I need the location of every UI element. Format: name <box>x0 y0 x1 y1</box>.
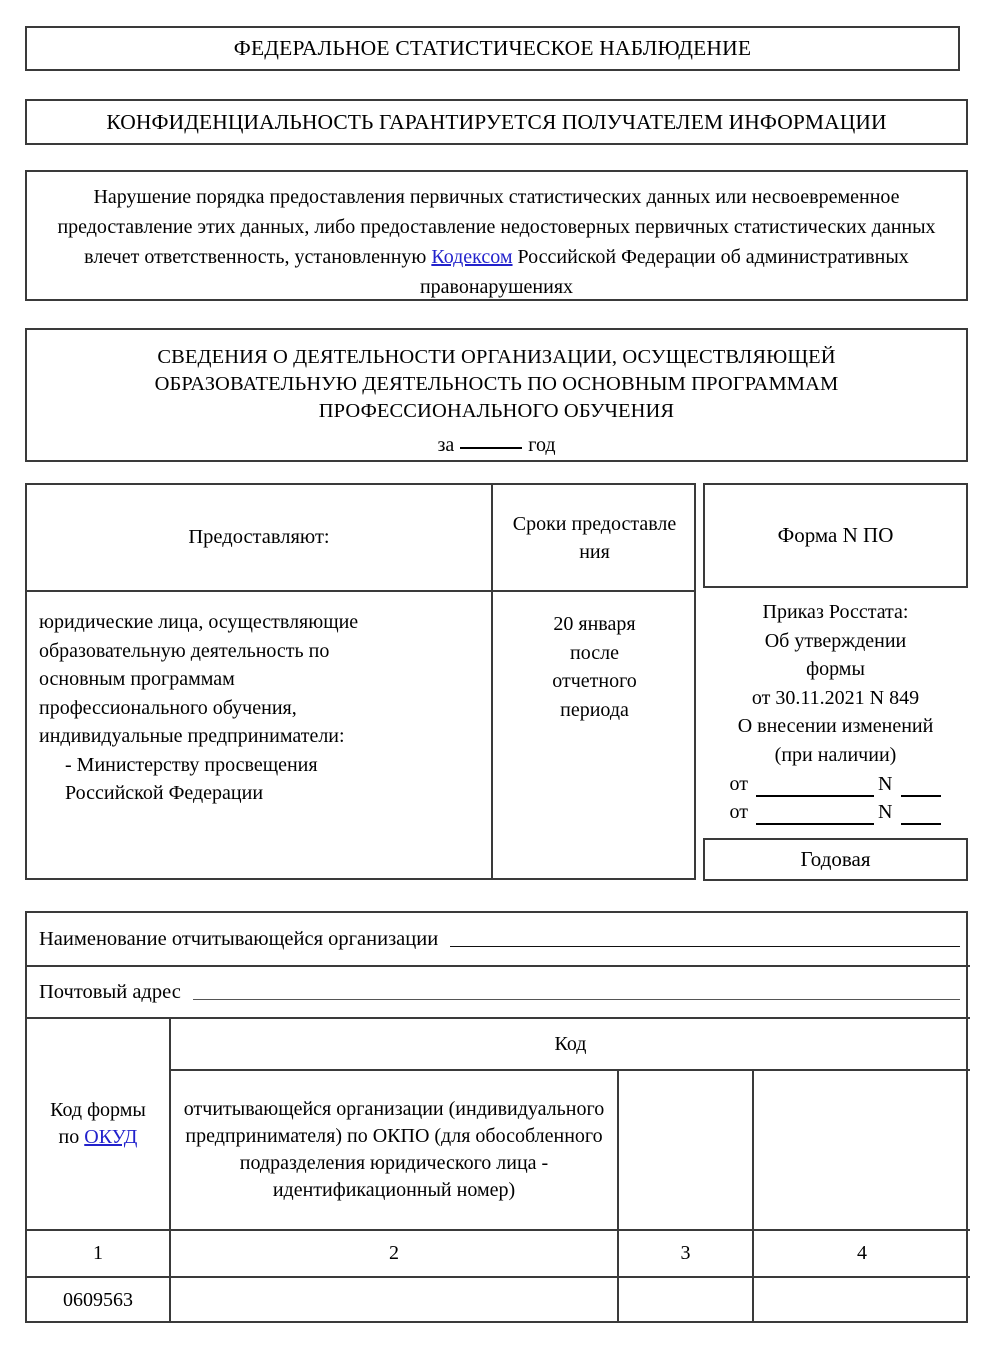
legal-notice-text-part1: Нарушение порядка предоставления первичных статистических данных или несвоевременное предоставление этих данных, либо предоставление недостоверных первичных статистических данных влечет ответственность, установленную <box>57 186 936 268</box>
kodeks-link[interactable]: Кодексом <box>431 246 513 268</box>
confidentiality-banner <box>25 99 968 145</box>
code-column-4-input[interactable] <box>752 1276 970 1323</box>
deadline-header-label: Сроки предоставле ния <box>512 512 677 563</box>
amendment-row-1 <box>703 771 968 797</box>
federal-observation-banner <box>25 26 960 71</box>
organization-name-input[interactable] <box>450 932 960 947</box>
federal-observation-text: ФЕДЕРАЛЬНОЕ СТАТИСТИЧЕСКОЕ НАБЛЮДЕНИЕ <box>233 36 752 60</box>
providers-header-label: Предоставляют: <box>188 526 330 548</box>
deadline-line-4: периода <box>560 698 629 721</box>
okud-label-line-1: Код формы <box>50 1099 146 1121</box>
year-suffix-label: год <box>528 434 556 456</box>
confidentiality-text: КОНФИДЕНЦИАЛЬНОСТЬ ГАРАНТИРУЕТСЯ ПОЛУЧАТЕЛЕМ ИНФОРМАЦИИ <box>106 109 887 134</box>
providers-line-3: основным программам <box>39 668 235 690</box>
organization-name-label: Наименование отчитывающейся организации <box>39 927 439 950</box>
column-number-4: 4 <box>752 1229 970 1276</box>
amendment-number-input-1[interactable] <box>901 775 941 797</box>
providers-line-5: индивидуальные предприниматели: <box>39 725 345 747</box>
okpo-code-input[interactable] <box>169 1276 617 1323</box>
postal-address-row <box>27 965 970 1017</box>
respondent-identification-block <box>25 911 968 1323</box>
order-line-3: формы <box>806 658 865 680</box>
providers-body-cell <box>27 590 491 880</box>
providers-header-cell <box>27 485 491 590</box>
amendment-date-input-2[interactable] <box>756 803 874 825</box>
form-number-label: Форма N ПО <box>777 523 894 547</box>
code-column-4-header-blank <box>752 1069 970 1229</box>
amendment-number-label-1: N <box>878 773 893 795</box>
year-input-blank[interactable] <box>460 433 522 449</box>
legal-notice-text-part2: Российской Федерации об административных правонарушениях <box>419 246 909 298</box>
order-line-6: (при наличии) <box>774 743 897 766</box>
deadline-line-1: 20 января <box>553 613 636 635</box>
form-title-line-3: ПРОФЕССИОНАЛЬНОГО ОБУЧЕНИЯ <box>318 400 675 422</box>
okud-label-prefix: по <box>58 1126 85 1148</box>
order-line-4: от 30.11.2021 N 849 <box>751 686 920 709</box>
amendment-from-label-2: от <box>729 801 749 823</box>
code-column-header <box>169 1017 970 1069</box>
postal-address-label: Почтовый адрес <box>39 980 181 1003</box>
code-column-header-label: Код <box>554 1032 587 1055</box>
code-table <box>27 1017 970 1323</box>
amendment-number-input-2[interactable] <box>901 803 941 825</box>
deadline-body-cell <box>491 590 696 880</box>
form-number-box <box>703 483 968 588</box>
form-title-line-1: СВЕДЕНИЯ О ДЕЯТЕЛЬНОСТИ ОРГАНИЗАЦИИ, ОСУЩЕСТВЛЯЮЩЕЙ <box>157 346 836 368</box>
form-title-box <box>25 328 968 462</box>
order-line-2: Об утверждении <box>764 629 907 652</box>
deadline-header-cell <box>491 485 696 590</box>
code-column-3-input[interactable] <box>617 1276 752 1323</box>
reporting-year-line <box>45 433 948 457</box>
amendment-number-label-2: N <box>878 801 893 823</box>
providers-recipient-line-1: - Министерству просвещения <box>65 753 318 776</box>
providers-line-1: юридические лица, осуществляющие <box>39 611 359 633</box>
year-prefix-label: за <box>437 434 455 456</box>
form-title-line-2: ОБРАЗОВАТЕЛЬНУЮ ДЕЯТЕЛЬНОСТЬ ПО ОСНОВНЫМ ПРОГРАММАМ <box>154 373 839 395</box>
providers-line-4: профессионального обучения, <box>39 696 297 719</box>
providers-line-2: образовательную деятельность по <box>39 639 330 662</box>
order-line-5: О внесении изменений <box>737 715 934 737</box>
periodicity-box <box>703 838 968 881</box>
rosstat-order-block <box>703 598 968 825</box>
organization-name-row <box>27 913 970 965</box>
column-number-2: 2 <box>169 1229 617 1276</box>
code-column-3-header-blank <box>617 1069 752 1229</box>
okud-form-code-header <box>27 1017 169 1229</box>
okud-link[interactable]: ОКУД <box>84 1126 138 1148</box>
column-number-1: 1 <box>27 1229 169 1276</box>
postal-address-input[interactable] <box>193 985 960 1000</box>
order-line-1: Приказ Росстата: <box>762 601 909 623</box>
periodicity-label: Годовая <box>800 847 871 871</box>
okud-code-value: 0609563 <box>27 1276 169 1323</box>
okpo-description-cell <box>169 1069 617 1229</box>
providers-deadlines-table <box>25 483 696 880</box>
legal-notice-box <box>25 170 968 301</box>
amendment-date-input-1[interactable] <box>756 775 874 797</box>
column-number-3: 3 <box>617 1229 752 1276</box>
providers-recipient-line-2: Российской Федерации <box>65 782 264 804</box>
deadline-line-2: после <box>570 641 619 664</box>
amendment-from-label-1: от <box>729 773 749 795</box>
okpo-description-text: отчитывающейся организации (индивидуального предпринимателя) по ОКПО (для обособленного подразделения юридического лица - идентификационный номер) <box>183 1098 605 1201</box>
amendment-row-2 <box>703 799 968 825</box>
deadline-line-3: отчетного <box>552 670 637 692</box>
